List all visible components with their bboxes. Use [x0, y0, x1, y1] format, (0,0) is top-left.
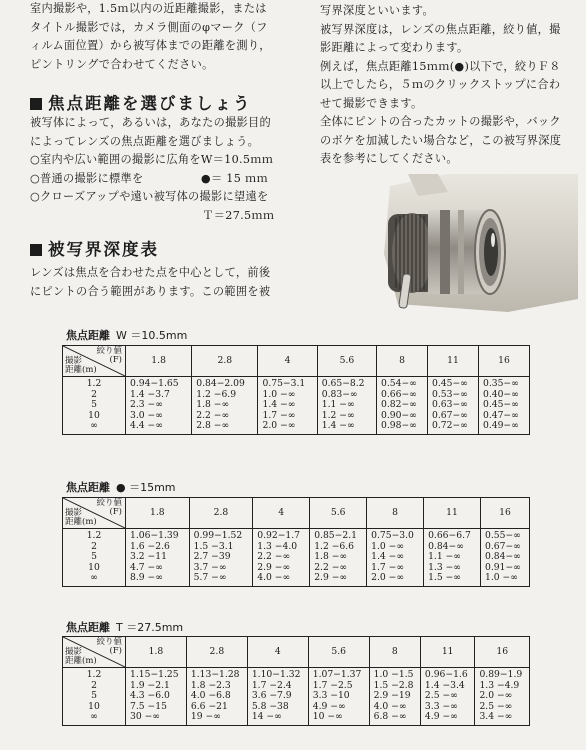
- square-bullet-icon: [30, 98, 42, 110]
- table-title-label: 焦点距離: [66, 481, 110, 494]
- aperture-header: 2.8: [189, 498, 253, 529]
- dof-range-value: 2.2 −∞: [257, 551, 291, 563]
- aperture-header: 5.6: [310, 498, 367, 529]
- table-header-row: [63, 498, 530, 529]
- aperture-header: 16: [475, 637, 530, 668]
- distance-value: ∞: [90, 420, 98, 432]
- dof-range-value: 2.7 −39: [193, 551, 231, 563]
- dof-range-value: 0.75−3.0: [371, 530, 414, 541]
- distance-column: [63, 377, 126, 435]
- dof-range-value: 1.4 −∞: [262, 399, 296, 411]
- dof-range-cell: [192, 377, 258, 435]
- dof-range-value: 1.7 −∞: [371, 561, 405, 573]
- dof-table-tele: [62, 636, 530, 726]
- aperture-header: 5.6: [308, 637, 369, 668]
- dof-range-cell: [369, 668, 420, 726]
- dof-range-value: 2.3 −∞: [130, 399, 163, 411]
- aperture-header: 1.8: [126, 637, 187, 668]
- dof-range-cell: [310, 529, 367, 587]
- dof-range-value: 0.84−∞: [485, 551, 521, 563]
- dof-range-cell: [478, 377, 529, 435]
- table-corner-header: [63, 346, 126, 377]
- dof-range-cell: [481, 529, 530, 587]
- distance-value: 10: [88, 700, 100, 712]
- dof-range-value: 2.2 −∞: [196, 409, 230, 421]
- dof-range-value: 4.4 −∞: [130, 420, 163, 432]
- dof-range-value: 0.63−∞: [432, 399, 468, 411]
- dof-range-value: 1.2 −6.6: [314, 540, 355, 552]
- dof-range-value: 1.0 −∞: [485, 572, 518, 584]
- dof-range-cell: [428, 377, 479, 435]
- dof-range-value: 2.8 −∞: [196, 420, 230, 432]
- dof-range-cell: [126, 529, 190, 587]
- dof-range-value: 1.0 −1.5: [373, 669, 414, 680]
- dof-range-value: 0.55−∞: [485, 530, 521, 541]
- intro-line: タイトル撮影では，カメラ側面のφマーク（フ: [30, 20, 268, 34]
- distance-column: [63, 668, 126, 726]
- dof-range-cell: [247, 668, 308, 726]
- table-focal-value: W ＝10.5mm: [116, 329, 188, 342]
- aperture-header: 4: [258, 346, 317, 377]
- dof-range-value: 0.40−∞: [482, 388, 519, 400]
- right-line: 写界深度といいます。: [320, 4, 434, 17]
- dof-range-value: 10 −∞: [312, 711, 343, 723]
- focal-line: ○室内や広い範囲の撮影に広角をW＝10.5ｍｍ: [30, 153, 274, 166]
- dof-range-value: 0.83−∞: [321, 388, 358, 400]
- dof-range-value: 14 −∞: [251, 711, 282, 723]
- table-row: [63, 377, 530, 435]
- dof-range-value: 0.98−∞: [381, 420, 417, 432]
- dof-range-value: 1.07−1.37: [312, 669, 362, 680]
- dof-range-value: 1.7 −2.4: [251, 679, 292, 691]
- right-line: 表を参考にしてください。: [320, 152, 458, 165]
- camera-lens-icon: [378, 174, 578, 312]
- table-header-row: [63, 637, 530, 668]
- table-focal-value: ● ＝15mm: [116, 481, 176, 494]
- dof-range-value: 2.5 −∞: [424, 690, 458, 702]
- dof-range-value: 0.54−∞: [381, 378, 417, 389]
- dof-range-value: 4.0 −∞: [257, 572, 291, 584]
- dof-range-value: 1.1 −∞: [428, 551, 461, 563]
- aperture-header: 2.8: [186, 637, 247, 668]
- aperture-header: 8: [369, 637, 420, 668]
- table-title: [66, 479, 176, 495]
- dof-range-value: 1.4 −3.4: [424, 679, 465, 691]
- dof-range-cell: [367, 529, 424, 587]
- dof-range-value: 1.7 −∞: [262, 409, 296, 421]
- table-title: [66, 619, 183, 635]
- table-title-label: 焦点距離: [66, 329, 110, 342]
- dof-line: レンズは焦点を合わせた点を中心として，前後: [30, 266, 271, 279]
- distance-value: 5: [91, 690, 97, 702]
- aperture-header: 11: [420, 637, 475, 668]
- dof-range-value: 1.3 −4.0: [257, 540, 298, 552]
- dof-range-value: 0.65−8.2: [321, 378, 365, 389]
- dof-range-value: 0.72−∞: [432, 420, 468, 432]
- dof-range-value: 0.84−∞: [428, 540, 464, 552]
- dof-range-value: 1.0 −∞: [262, 388, 296, 400]
- dof-range-cell: [126, 377, 192, 435]
- dof-range-value: 4.0 −6.8: [190, 690, 231, 702]
- dof-range-value: 1.15−1.25: [130, 669, 179, 680]
- distance-value: 10: [88, 409, 100, 421]
- distance-label: 撮影 距離(m): [65, 508, 97, 527]
- dof-range-value: 1.6 −2.6: [130, 540, 170, 552]
- dof-range-value: 1.7 −2.5: [312, 679, 353, 691]
- aperture-label: 絞り値 (F): [96, 637, 122, 656]
- table-header-row: [63, 346, 530, 377]
- right-line: 影距離によって変わります。: [320, 41, 469, 54]
- dof-range-value: 4.3 −6.0: [130, 690, 170, 702]
- right-line: せて撮影できます。: [320, 96, 423, 110]
- dof-range-value: 0.35−∞: [482, 378, 519, 389]
- dof-range-value: 1.3 −∞: [428, 561, 461, 573]
- dof-range-value: 0.89−1.9: [479, 669, 523, 680]
- dof-range-cell: [420, 668, 475, 726]
- right-line: 例えば，焦点距離15ｍｍ(●)以下で，絞りＦ８: [320, 59, 561, 73]
- dof-range-value: 2.9 −19: [373, 690, 411, 702]
- dof-range-value: 30 −∞: [130, 711, 160, 723]
- dof-range-value: 1.5 −2.8: [373, 679, 414, 691]
- table-corner-header: [63, 498, 126, 529]
- dof-range-value: 2.5 −∞: [479, 700, 513, 712]
- aperture-header: 5.6: [317, 346, 376, 377]
- dof-range-value: 0.82−∞: [381, 399, 417, 411]
- aperture-header: 1.8: [126, 346, 192, 377]
- dof-range-cell: [424, 529, 481, 587]
- dof-range-value: 1.8 −∞: [196, 399, 230, 411]
- aperture-header: 8: [377, 346, 428, 377]
- dof-range-cell: [475, 668, 530, 726]
- dof-range-value: 1.5 −3.1: [193, 540, 234, 552]
- dof-table-wide: [62, 345, 530, 435]
- dof-range-value: 3.6 −7.9: [251, 690, 292, 702]
- distance-value: 2: [91, 388, 97, 400]
- aperture-header: 1.8: [126, 498, 190, 529]
- dof-range-value: 0.67−∞: [485, 540, 521, 552]
- dof-range-value: 0.66−6.7: [428, 530, 471, 541]
- dof-range-value: 1.2 −6.9: [196, 388, 237, 400]
- dof-range-value: 5.8 −38: [251, 700, 289, 712]
- intro-line: 室内撮影や，1.5ｍ以内の近距離撮影，または: [30, 2, 267, 15]
- dof-range-value: 0.49−∞: [482, 420, 519, 432]
- dof-range-value: 1.4 −∞: [371, 551, 405, 563]
- dof-range-value: 7.5 −15: [130, 700, 167, 712]
- dof-range-cell: [258, 377, 317, 435]
- dof-range-value: 0.96−1.6: [424, 669, 468, 680]
- dof-range-value: 6.8 −∞: [373, 711, 407, 723]
- dof-range-value: 2.0 −∞: [371, 572, 405, 584]
- table-row: [63, 668, 530, 726]
- dof-range-value: 0.67−∞: [432, 409, 468, 421]
- distance-value: ∞: [90, 572, 98, 584]
- table-corner-header: [63, 637, 126, 668]
- dof-range-value: 0.90−∞: [381, 409, 417, 421]
- distance-value: 2: [91, 540, 97, 552]
- distance-label: 撮影 距離(m): [65, 647, 97, 666]
- dof-table-standard: [62, 497, 530, 587]
- dof-range-value: 3.4 −∞: [479, 711, 513, 723]
- left-column: [30, 0, 300, 74]
- distance-value: 2: [91, 679, 97, 691]
- dof-range-value: 1.5 −∞: [428, 572, 461, 584]
- dof-range-value: 1.9 −2.1: [130, 679, 170, 691]
- dof-range-value: 1.1 −∞: [321, 399, 355, 411]
- distance-column: [63, 529, 126, 587]
- focal-section: [30, 114, 310, 225]
- dof-range-value: 0.92−1.7: [257, 530, 301, 541]
- dof-range-cell: [317, 377, 376, 435]
- right-column: [320, 2, 580, 169]
- dof-range-value: 0.99−1.52: [193, 530, 243, 541]
- right-line: のボケを加減したい場合など，この被写界深度: [320, 133, 562, 147]
- table-title: [66, 327, 187, 343]
- dof-range-value: 2.2 −∞: [314, 561, 348, 573]
- intro-line: ピントリングで合わせてください。: [30, 57, 214, 71]
- dof-range-value: 3.3 −∞: [424, 700, 458, 712]
- right-line: 被写界深度は，レンズの焦点距離，絞り値，撮: [320, 22, 561, 36]
- dof-range-value: 1.8 −∞: [314, 551, 348, 563]
- dof-intro: [30, 264, 310, 301]
- dof-range-value: 4.9 −∞: [424, 711, 458, 723]
- dof-range-value: 3.2 −11: [130, 551, 167, 563]
- dof-range-cell: [377, 377, 428, 435]
- dof-range-value: 1.10−1.32: [251, 669, 301, 680]
- focal-line: によってレンズの焦点距離を選びましょう。: [30, 134, 260, 148]
- dof-range-value: 1.8 −2.3: [190, 679, 231, 691]
- dof-range-value: 0.91−∞: [485, 561, 521, 573]
- dof-range-value: 2.0 −∞: [262, 420, 296, 432]
- dof-range-value: 19 −∞: [190, 711, 221, 723]
- aperture-header: 2.8: [192, 346, 258, 377]
- dof-range-value: 5.7 −∞: [193, 572, 227, 584]
- dof-range-value: 0.84−2.09: [196, 378, 245, 389]
- dof-range-value: 1.13−1.28: [190, 669, 240, 680]
- dof-range-cell: [186, 668, 247, 726]
- dof-range-value: 1.06−1.39: [130, 530, 179, 541]
- aperture-header: 11: [428, 346, 479, 377]
- focal-length-heading: [30, 90, 252, 114]
- aperture-label: 絞り値 (F): [96, 498, 122, 517]
- focal-line: ○普通の撮影に標準を ●＝ 15 ｍｍ: [30, 171, 268, 185]
- dof-range-value: 4.7 −∞: [130, 561, 163, 573]
- dof-range-value: 4.9 −∞: [312, 700, 346, 712]
- dof-range-value: 3.0 −∞: [130, 409, 163, 421]
- depth-of-field-heading: [30, 236, 159, 260]
- aperture-header: 4: [253, 498, 310, 529]
- dof-range-value: 3.7 −∞: [193, 561, 227, 573]
- table-focal-value: T ＝27.5mm: [116, 621, 184, 634]
- dof-range-value: 0.66−∞: [381, 388, 417, 400]
- dof-range-value: 1.4 −∞: [321, 420, 355, 432]
- focal-line: Ｔ＝27.5ｍｍ: [30, 208, 275, 222]
- dof-range-value: 0.85−2.1: [314, 530, 357, 541]
- dof-line: にピントの合う範囲があります。この範囲を被: [30, 284, 271, 298]
- right-line: 全体にピントの合ったカットの撮影や，バック: [320, 115, 561, 128]
- dof-range-value: 6.6 −21: [190, 700, 228, 712]
- distance-value: 1.2: [86, 669, 102, 680]
- intro-line: ィルム面位置）から被写体までの距離を測り，: [30, 39, 271, 52]
- aperture-header: 16: [481, 498, 530, 529]
- table-title-label: 焦点距離: [66, 621, 110, 634]
- dof-range-value: 1.0 −∞: [371, 540, 405, 552]
- distance-value: 10: [88, 561, 100, 573]
- dof-range-cell: [308, 668, 369, 726]
- dof-range-value: 2.0 −∞: [479, 690, 513, 702]
- dof-range-value: 1.4 −3.7: [130, 388, 170, 400]
- dof-range-value: 0.53−∞: [432, 388, 468, 400]
- distance-value: 1.2: [86, 530, 102, 541]
- aperture-header: 16: [478, 346, 529, 377]
- dof-range-cell: [189, 529, 253, 587]
- aperture-header: 8: [367, 498, 424, 529]
- aperture-header: 11: [424, 498, 481, 529]
- dof-range-value: 2.9 −∞: [257, 561, 291, 573]
- focal-line: 被写体によって，あるいは，あなたの撮影目的: [30, 116, 272, 129]
- distance-value: ∞: [90, 711, 98, 723]
- dof-range-value: 3.3 −10: [312, 690, 350, 702]
- heading-text: 被写界深度表: [48, 240, 159, 259]
- dof-range-value: 2.9 −∞: [314, 572, 348, 584]
- right-line: 以上でしたら，５ｍのクリックストップに合わ: [320, 78, 561, 91]
- distance-value: 5: [91, 551, 97, 563]
- dof-range-cell: [126, 668, 187, 726]
- dof-range-value: 0.45−∞: [482, 399, 519, 411]
- focal-line: ○クローズアップや遠い被写体の撮影に望遠を: [30, 190, 269, 203]
- dof-range-cell: [253, 529, 310, 587]
- dof-range-value: 0.47−∞: [482, 409, 519, 421]
- dof-range-value: 4.0 −∞: [373, 700, 407, 712]
- distance-value: 1.2: [86, 378, 102, 389]
- dof-range-value: 1.3 −4.9: [479, 679, 520, 691]
- heading-text: 焦点距離を選びましょう: [48, 94, 252, 113]
- square-bullet-icon: [30, 244, 42, 256]
- aperture-label: 絞り値 (F): [96, 346, 122, 365]
- distance-label: 撮影 距離(m): [65, 356, 97, 375]
- dof-range-value: 0.94−1.65: [130, 378, 179, 389]
- table-row: [63, 529, 530, 587]
- dof-range-value: 8.9 −∞: [130, 572, 163, 584]
- dof-range-value: 0.45−∞: [432, 378, 468, 389]
- dof-range-value: 1.2 −∞: [321, 409, 355, 421]
- distance-value: 5: [91, 399, 97, 411]
- aperture-header: 4: [247, 637, 308, 668]
- dof-range-value: 0.75−3.1: [262, 378, 306, 389]
